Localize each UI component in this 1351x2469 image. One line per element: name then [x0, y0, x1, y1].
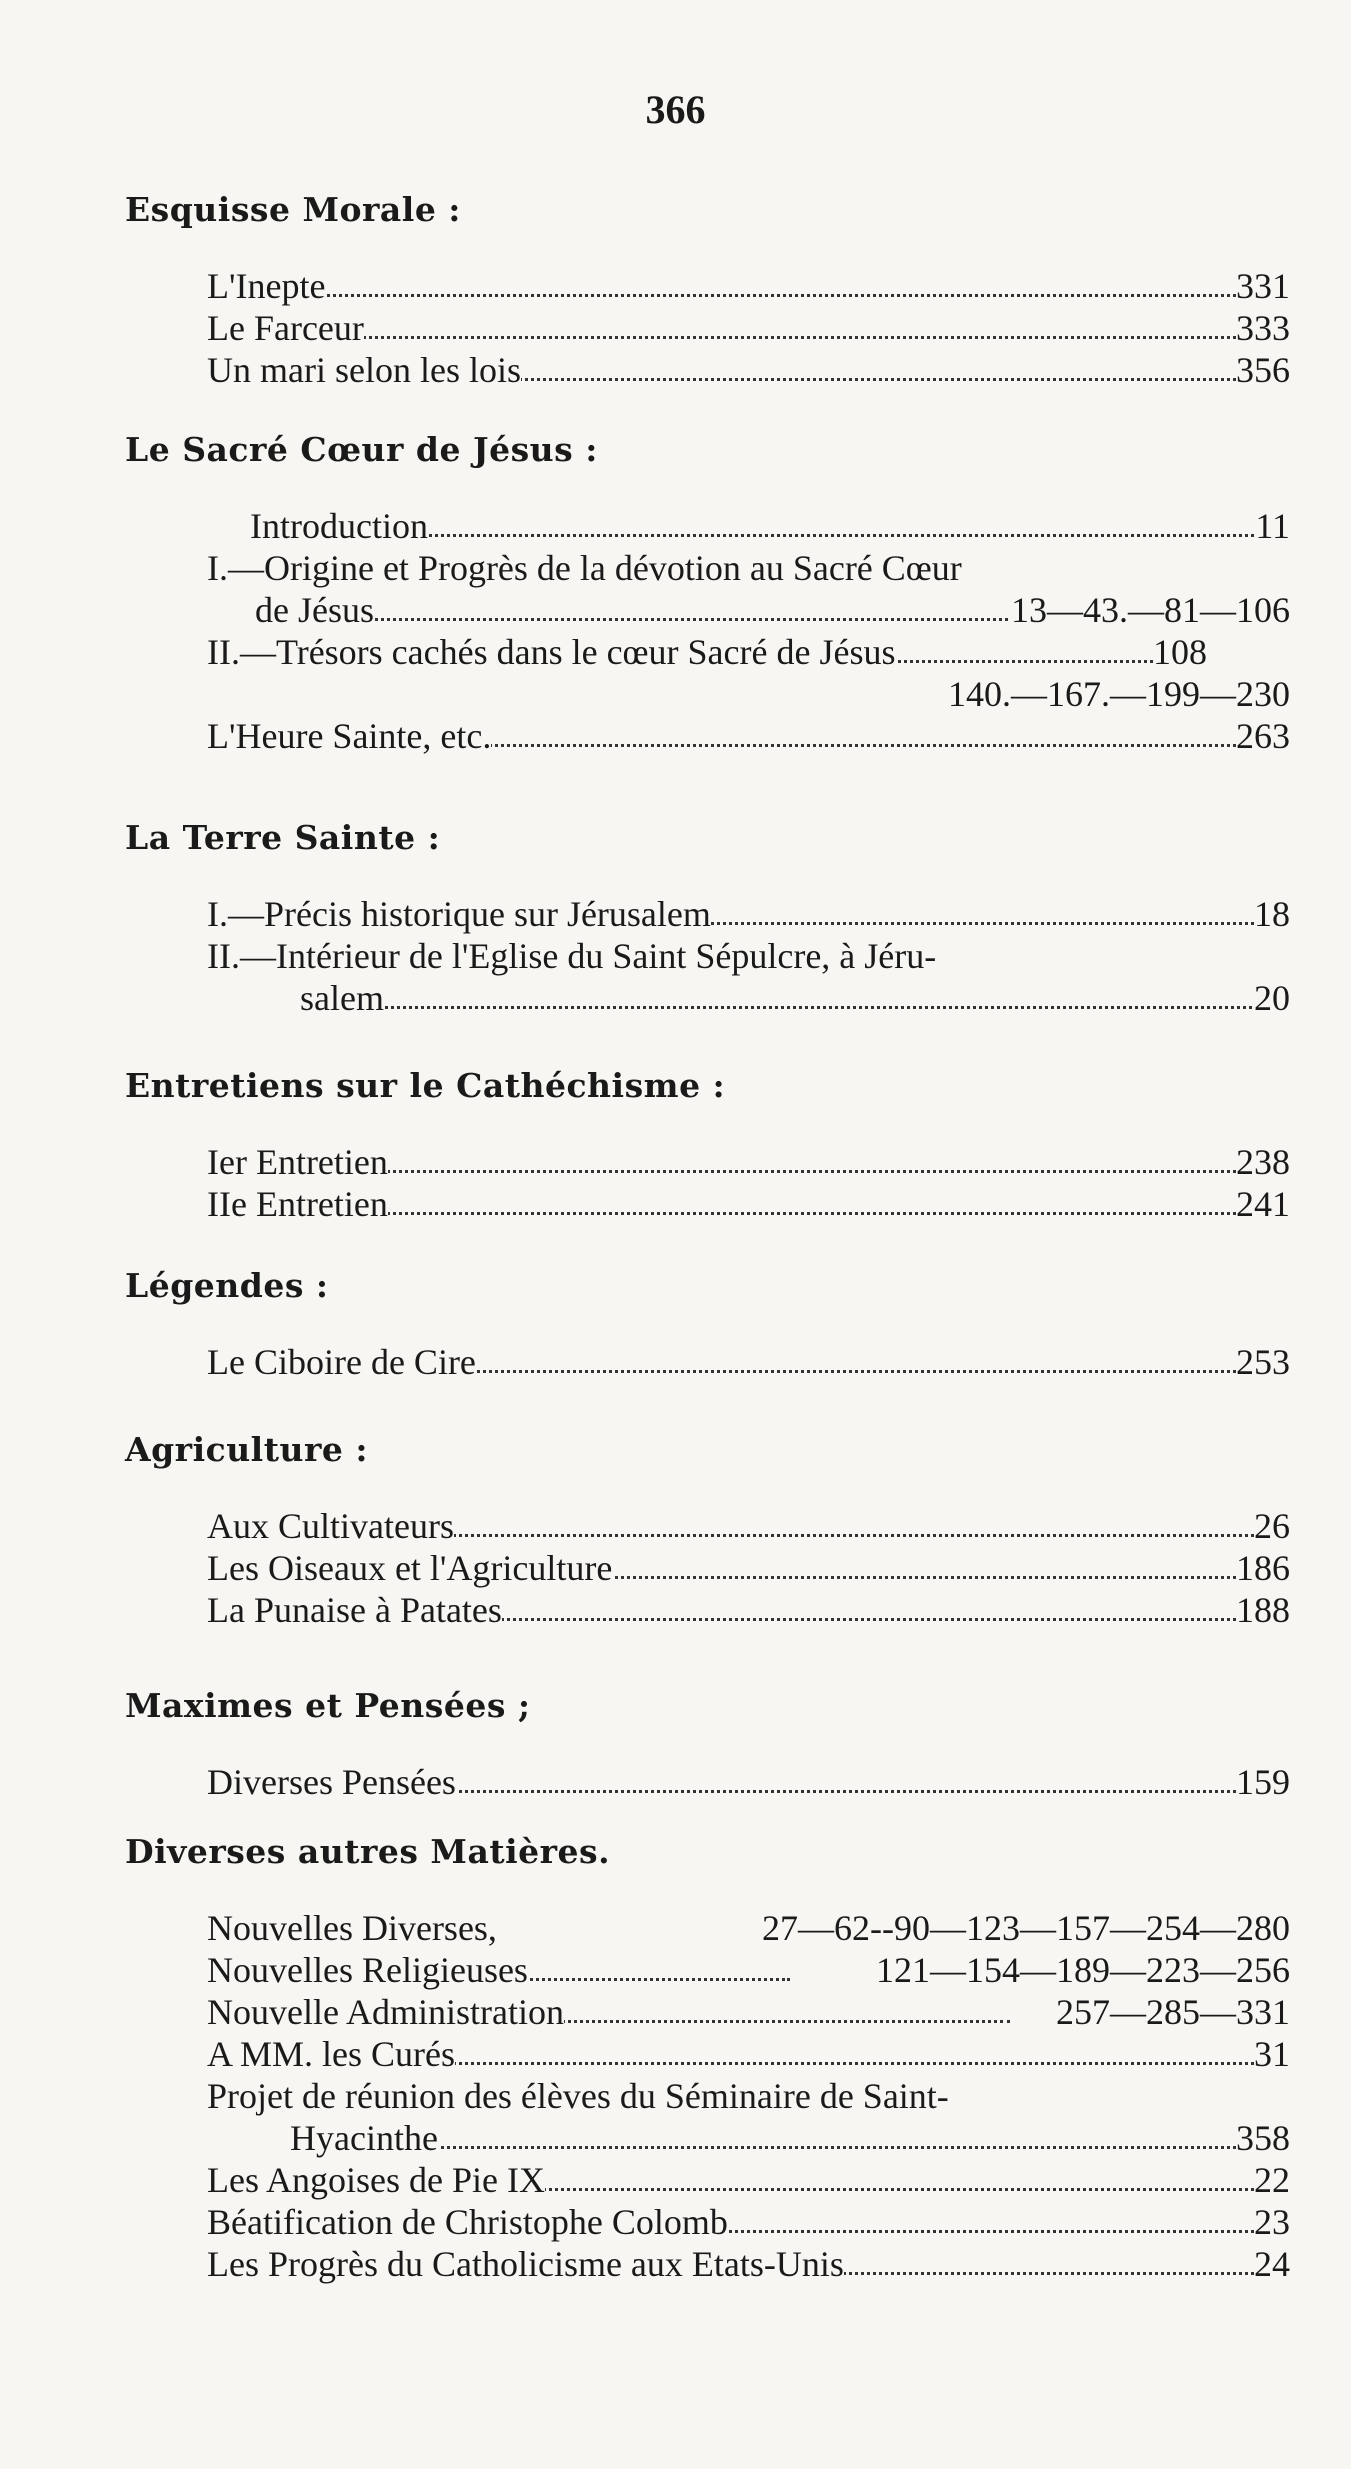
entry-pages: 188: [1236, 1590, 1290, 1630]
entry-pages: 121—154—189—223—256: [876, 1950, 1290, 1990]
toc-entry: [207, 1505, 1290, 1547]
toc-entry: [207, 265, 1290, 307]
section-heading: La Terre Sainte :: [125, 818, 441, 857]
section-heading: Entretiens sur le Cathéchisme :: [125, 1066, 726, 1105]
entry-title: Nouvelles Religieuses: [207, 1950, 528, 1990]
section-heading: Le Sacré Cœur de Jésus :: [125, 430, 598, 469]
entry-pages: 331: [1236, 266, 1290, 306]
entry-pages: 159: [1236, 1762, 1290, 1802]
entry-title: Les Progrès du Catholicisme aux Etats-Unis: [207, 2244, 844, 2284]
entry-pages: 22: [1254, 2160, 1290, 2200]
toc-entry: [207, 2159, 1290, 2201]
section-legendes: [125, 1266, 1290, 1383]
entry-title: I.—Origine et Progrès de la dévotion au Sacré Cœur: [207, 548, 962, 588]
section-esquisse-morale: [125, 190, 1290, 391]
entry-pages: 186: [1236, 1548, 1290, 1588]
entry-pages: 27—62--90—123—157—254—280: [762, 1908, 1290, 1948]
toc-entry: [207, 715, 1290, 757]
entry-title-continued: Hyacinthe: [290, 2118, 438, 2158]
toc-entry: [207, 935, 1290, 977]
section-terre-sainte: [125, 818, 1290, 1019]
toc-entry: [207, 1547, 1290, 1589]
entry-title-continued: salem: [300, 978, 384, 1018]
toc-entry: [207, 893, 1290, 935]
section-heading: Légendes :: [125, 1266, 329, 1305]
section-heading: Agriculture :: [125, 1430, 369, 1469]
toc-entry: [250, 505, 1290, 547]
toc-entry: [207, 1589, 1290, 1631]
toc-entry: [207, 2201, 1290, 2243]
toc-entry: [207, 1141, 1290, 1183]
toc-entry: [207, 1341, 1290, 1383]
entry-title: Introduction: [250, 506, 428, 546]
entry-title: Un mari selon les lois: [207, 350, 521, 390]
entry-title: Le Farceur: [207, 308, 364, 348]
toc-entry: [207, 1991, 1290, 2033]
entry-title: L'Inepte: [207, 266, 326, 306]
section-diverses: [125, 1832, 1290, 2285]
section-sacre-coeur: [125, 430, 1290, 757]
toc-entry-continued: [290, 2117, 1290, 2159]
toc-entry: [207, 1183, 1290, 1225]
entry-pages: 358: [1236, 2118, 1290, 2158]
entry-pages: 26: [1254, 1506, 1290, 1546]
entry-pages: 333: [1236, 308, 1290, 348]
toc-entry: [207, 631, 1207, 673]
entry-title: L'Heure Sainte, etc.: [207, 716, 492, 756]
toc-entry: [207, 1907, 1290, 1949]
toc-entry: [207, 1949, 1290, 1991]
entry-pages: 140.—167.—199—230: [948, 674, 1290, 714]
entry-pages: 13—43.—81—106: [1011, 590, 1290, 630]
section-maximes: [125, 1686, 1290, 1803]
section-entretiens: [125, 1066, 1290, 1225]
entry-title: A MM. les Curés: [207, 2034, 456, 2074]
entry-pages: 31: [1254, 2034, 1290, 2074]
entry-title: Nouvelle Administration: [207, 1992, 564, 2032]
entry-pages: 263: [1236, 716, 1290, 756]
section-agriculture: [125, 1430, 1290, 1631]
entry-title: I.—Précis historique sur Jérusalem: [207, 894, 711, 934]
entry-pages: 356: [1236, 350, 1290, 390]
section-heading: Diverses autres Matières.: [125, 1832, 611, 1871]
entry-title: Nouvelles Diverses,: [207, 1908, 497, 1948]
entry-pages: 11: [1255, 506, 1290, 546]
entry-title: Diverses Pensées: [207, 1762, 456, 1802]
entry-title-continued: de Jésus: [255, 590, 374, 630]
section-heading: Maximes et Pensées ;: [125, 1686, 531, 1725]
entry-pages: 23: [1254, 2202, 1290, 2242]
toc-entry-continued: [300, 977, 1290, 1019]
toc-entry: [207, 2033, 1290, 2075]
entry-pages: 108: [1153, 632, 1207, 672]
entry-title: La Punaise à Patates: [207, 1590, 502, 1630]
toc-entry: [207, 1761, 1290, 1803]
entry-pages: 18: [1254, 894, 1290, 934]
toc-entry: [207, 349, 1290, 391]
toc-entry: [207, 307, 1290, 349]
entry-pages: 253: [1236, 1342, 1290, 1382]
toc-entry: [207, 547, 1290, 589]
entry-title: Les Angoises de Pie IX: [207, 2160, 545, 2200]
entry-title: IIe Entretien: [207, 1184, 388, 1224]
entry-title: Le Ciboire de Cire: [207, 1342, 476, 1382]
toc-entry: [207, 2075, 1290, 2117]
entry-title: Béatification de Christophe Colomb: [207, 2202, 728, 2242]
page-number: 366: [645, 87, 706, 132]
entry-pages: 257—285—331: [1056, 1992, 1290, 2032]
toc-entry-continued: [255, 589, 1290, 631]
entry-pages: 241: [1236, 1184, 1290, 1224]
entry-title: Ier Entretien: [207, 1142, 388, 1182]
section-heading: Esquisse Morale :: [125, 190, 461, 229]
entry-title: II.—Trésors cachés dans le cœur Sacré de Jésus: [207, 632, 896, 672]
entry-title: Projet de réunion des élèves du Séminaire de Saint-: [207, 2076, 949, 2116]
entry-title: Les Oiseaux et l'Agriculture: [207, 1548, 613, 1588]
entry-pages: 24: [1254, 2244, 1290, 2284]
toc-entry-extra-pages: [207, 673, 1290, 715]
entry-title: Aux Cultivateurs: [207, 1506, 454, 1546]
entry-title: II.—Intérieur de l'Eglise du Saint Sépulcre, à Jéru-: [207, 936, 937, 976]
entry-pages: 238: [1236, 1142, 1290, 1182]
toc-entry: [207, 2243, 1290, 2285]
entry-pages: 20: [1254, 978, 1290, 1018]
